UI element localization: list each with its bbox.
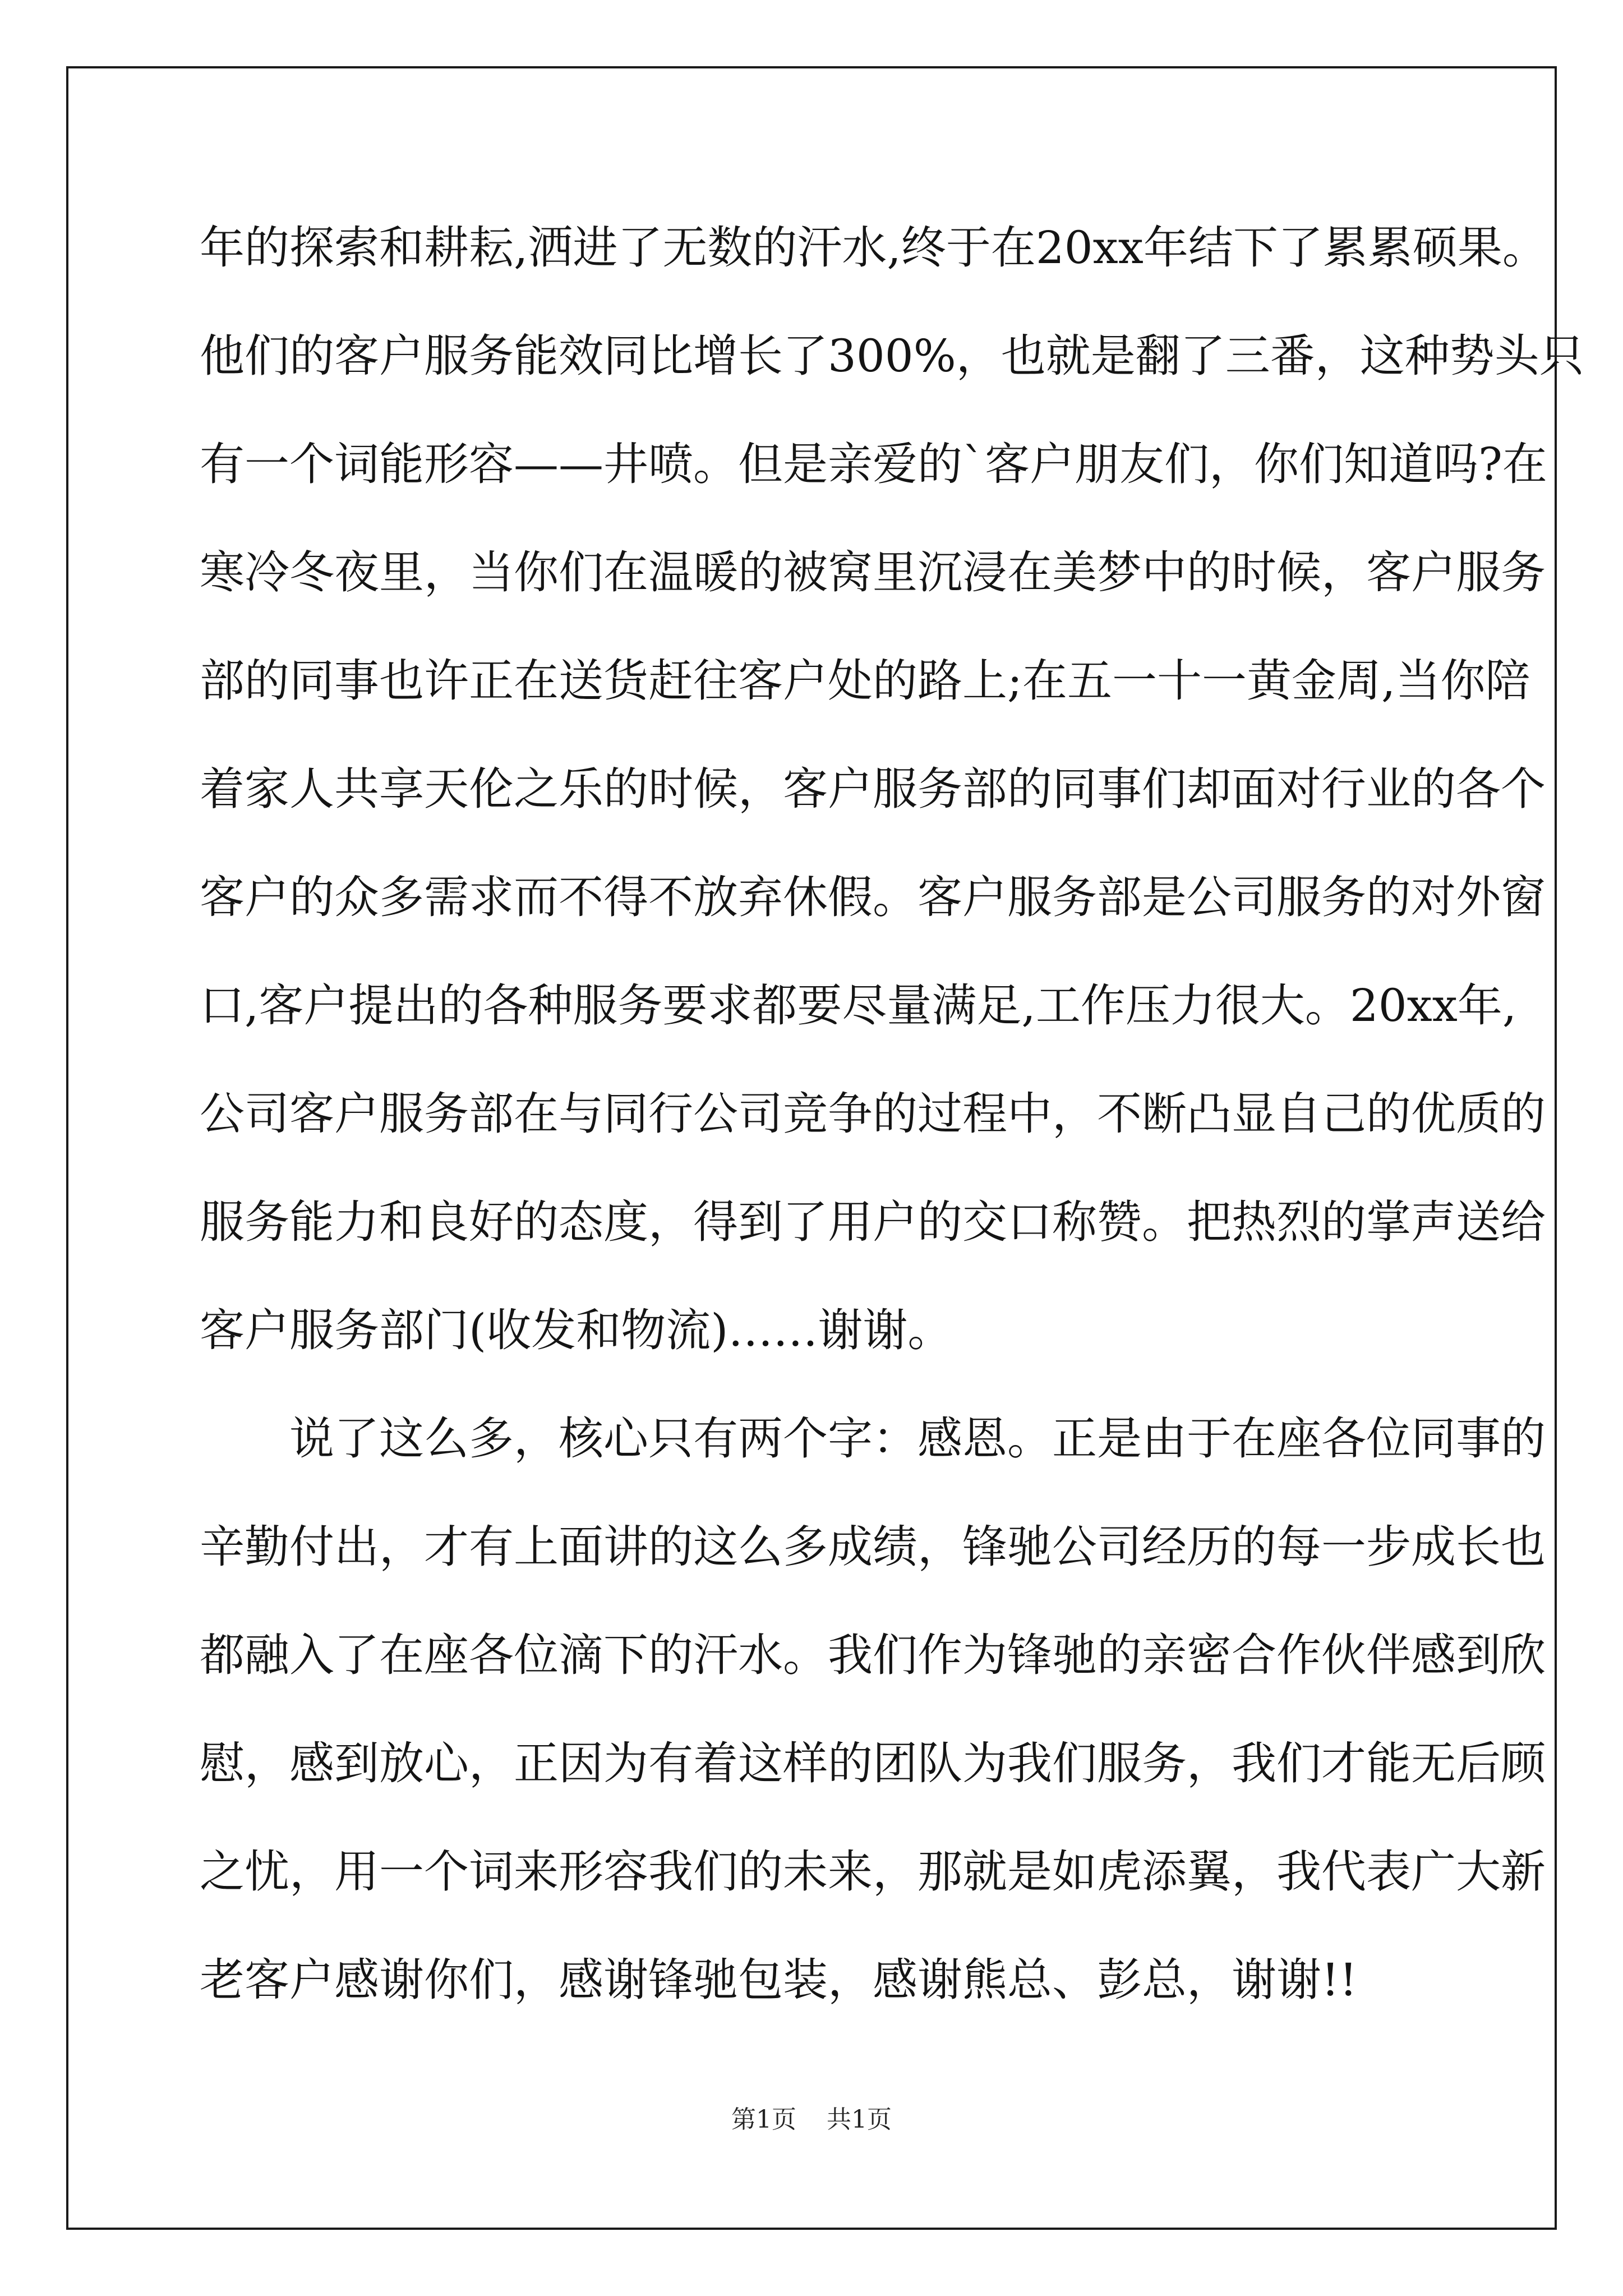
text-line: 之忧，用一个词来形容我们的未来，那就是如虎添翼，我代表广大新 [200, 1846, 1546, 1898]
text-line: 都融入了在座各位滴下的汗水。我们作为锋驰的亲密合作伙伴感到欣 [200, 1629, 1546, 1681]
page-footer [0, 2099, 1623, 2135]
page-count: 共1页 [827, 2105, 892, 2134]
text-line: 公司客户服务部在与同行公司竞争的过程中，不断凸显自己的优质的 [200, 1088, 1546, 1140]
text-line: 服务能力和良好的态度，得到了用户的交口称赞。把热烈的掌声送给 [200, 1196, 1546, 1248]
text-line: 口,客户提出的各种服务要求都要尽量满足,工作压力很大。20xx年, [200, 979, 1517, 1032]
text-line: 客户服务部门(收发和物流)……谢谢。 [200, 1304, 953, 1356]
paragraph-first-line: 说了这么多，核心只有两个字：感恩。正是由于在座各位同事的 [289, 1412, 1546, 1465]
text-line: 他们的客户服务能效同比增长了300%，也就是翻了三番，这种势头只 [200, 330, 1584, 382]
text-line: 辛勤付出，才有上面讲的这么多成绩，锋驰公司经历的每一步成长也 [200, 1521, 1546, 1573]
text-line: 着家人共享天伦之乐的时候，客户服务部的同事们却面对行业的各个 [200, 763, 1546, 815]
document-body [200, 194, 1584, 2034]
text-line: 年的探索和耕耘,洒进了无数的汗水,终于在20xx年结下了累累硕果。 [200, 222, 1547, 274]
page-number: 第1页 [731, 2105, 796, 2134]
text-line: 客户的众多需求而不得不放弃休假。客户服务部是公司服务的对外窗 [200, 871, 1546, 923]
text-line: 部的同事也许正在送货赶往客户处的路上;在五一十一黄金周,当你陪 [200, 655, 1530, 707]
text-line: 寒冷冬夜里，当你们在温暖的被窝里沉浸在美梦中的时候，客户服务 [200, 546, 1546, 599]
text-line: 老客户感谢你们，感谢锋驰包装，感谢熊总、彭总，谢谢!! [200, 1954, 1358, 2006]
text-line: 慰，感到放心，正因为有着这样的团队为我们服务，我们才能无后顾 [200, 1737, 1546, 1789]
text-line: 有一个词能形容——井喷。但是亲爱的`客户朋友们，你们知道吗?在 [200, 438, 1547, 490]
